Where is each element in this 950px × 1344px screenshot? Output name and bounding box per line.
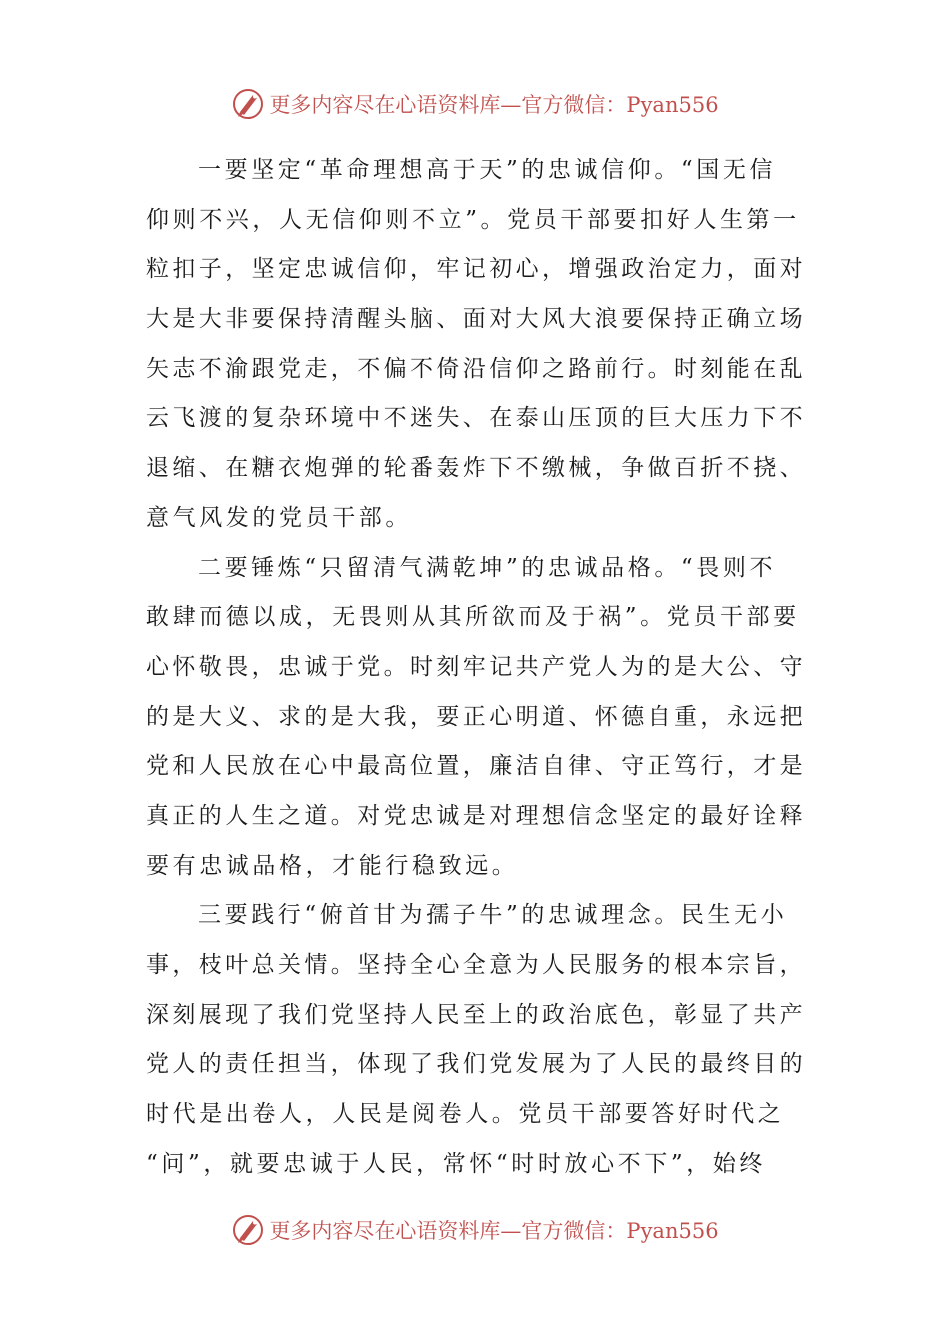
paragraph-line: 心怀敬畏，忠诚于党。时刻牢记共产党人为的是大公、守 (146, 653, 806, 680)
paragraph-line: 事，枝叶总关情。坚持全心全意为人民服务的根本宗旨， (146, 952, 806, 978)
paragraph-line: 要有忠诚品格，才能行稳致远。 (146, 852, 519, 879)
paragraph-line: 的是大义、求的是大我，要正心明道、怀德自重，永远把 (146, 703, 806, 730)
paragraph-line: 云飞渡的复杂环境中不迷失、在泰山压顶的巨大压力下不 (146, 405, 806, 432)
document-body (146, 146, 806, 1189)
paragraph-line: 党人的责任担当，体现了我们党发展为了人民的最终目的 (146, 1051, 806, 1078)
header-watermark-text: 更多内容尽在心语资料库—官方微信：Pyan556 (269, 93, 719, 117)
footer-watermark-banner (0, 1210, 950, 1250)
paragraph-line: 三要践行“俯首甘为孺子牛”的忠诚理念。民生无小 (198, 902, 788, 929)
paragraph-line: 意气风发的党员干部。 (146, 504, 412, 531)
paragraph-line: 党和人民放在心中最高位置，廉洁自律、守正笃行，才是 (146, 753, 806, 780)
paragraph-line: “问”，就要忠诚于人民，常怀“时时放心不下”，始终 (146, 1150, 767, 1177)
paragraph-line: 矢志不渝跟党走，不偏不倚沿信仰之路前行。时刻能在乱 (146, 355, 806, 382)
paragraph-line: 仰则不兴，人无信仰则不立”。党员干部要扣好人生第一 (146, 206, 800, 233)
paragraph-line: 大是大非要保持清醒头脑、面对大风大浪要保持正确立场 (146, 306, 806, 333)
paragraph-line: 真正的人生之道。对党忠诚是对理想信念坚定的最好诠释 (146, 802, 806, 829)
pen-circle-logo-icon (231, 1213, 265, 1247)
paragraph-line: 粒扣子，坚定忠诚信仰，牢记初心，增强政治定力，面对 (146, 256, 806, 283)
paragraph-line: 退缩、在糖衣炮弹的轮番轰炸下不缴械，争做百折不挠、 (146, 455, 806, 482)
paragraph-line: 敢肆而德以成，无畏则从其所欲而及于祸”。党员干部要 (146, 604, 800, 631)
header-watermark-banner (0, 84, 950, 124)
paragraph-line: 深刻展现了我们党坚持人民至上的政治底色，彰显了共产 (146, 1001, 806, 1028)
pen-circle-logo-icon (231, 87, 265, 121)
footer-watermark-text: 更多内容尽在心语资料库—官方微信：Pyan556 (269, 1219, 719, 1243)
paragraph-line: 时代是出卷人，人民是阅卷人。党员干部要答好时代之 (146, 1101, 785, 1128)
paragraph-line: 二要锤炼“只留清气满乾坤”的忠诚品格。“畏则不 (198, 554, 777, 581)
paragraph-line: 一要坚定“革命理想高于天”的忠诚信仰。“国无信 (198, 157, 777, 183)
